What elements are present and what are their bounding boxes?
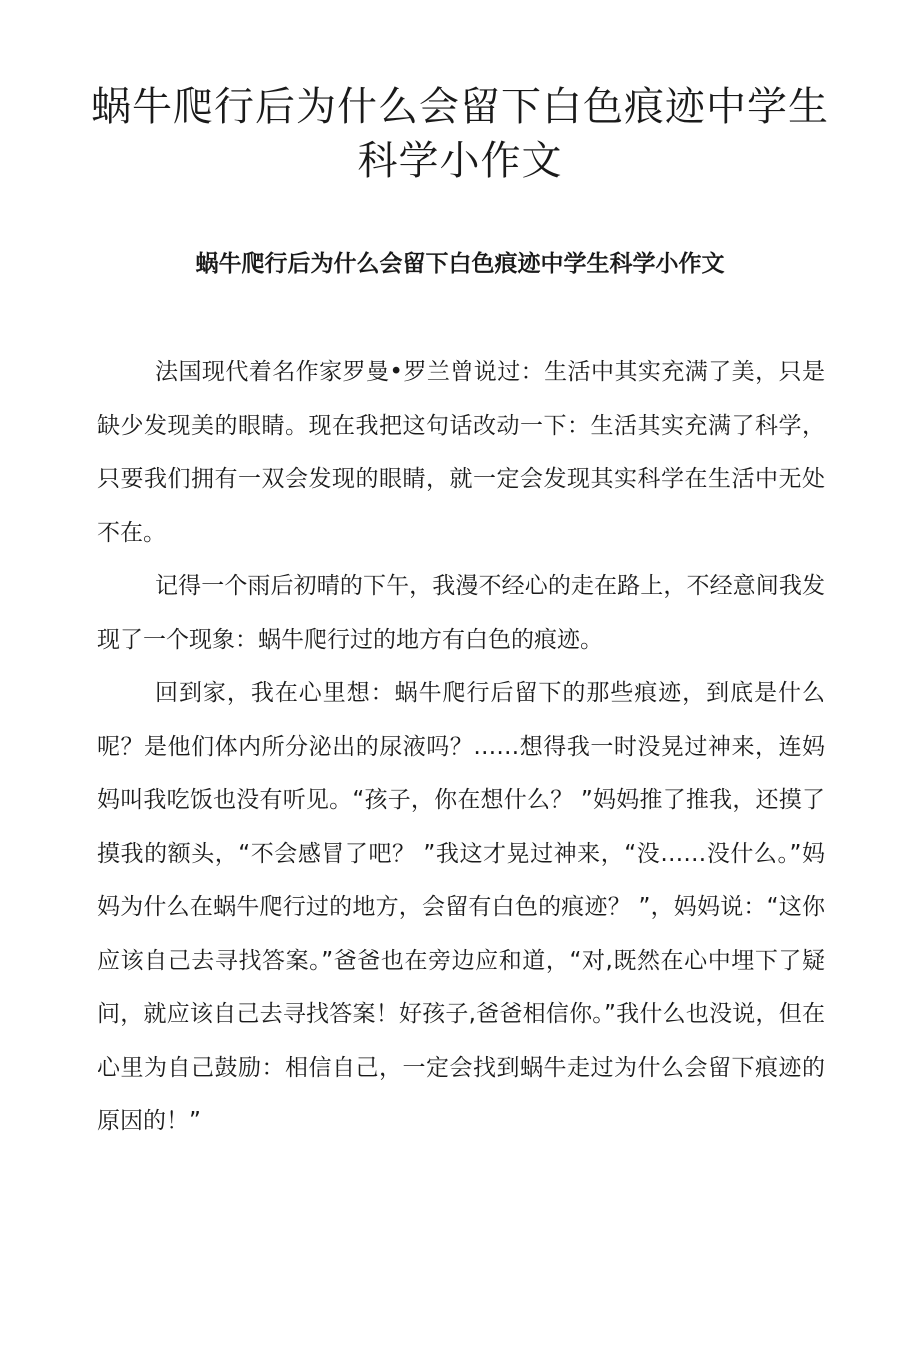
paragraph: 回到家，我在心里想：蜗牛爬行后留下的那些痕迹，到底是什么呢？是他们体内所分泌出的尿液吗？……想得我一时没晃过神来，连妈妈叫我吃饭也没有听见。“孩子，你在想什么？ ”妈妈推了推我，还摸了摸我的额头，“不会感冒了吧？ ”我这才晃过神来，“没……没什么。”妈妈为什么在蜗牛爬行过的地方，会留有白色的痕迹？ ”，妈妈说：“这你应该自己去寻找答案。”爸爸也在旁边应和道，“对,既然在心中埋下了疑问，就应该自己去寻找答案！好孩子,爸爸相信你。”我什么也没说，但在心里为自己鼓励：相信自己，一定会找到蜗牛走过为什么会留下痕迹的原因的！” <box>97 680 825 1134</box>
document-subtitle: 蜗牛爬行后为什么会留下白色痕迹中学生科学小作文 <box>195 251 725 277</box>
paragraph: 记得一个雨后初晴的下午，我漫不经心的走在路上，不经意间我发现了一个现象：蜗牛爬行过的地方有白色的痕迹。 <box>97 573 825 653</box>
document-body <box>97 346 825 1149</box>
paragraph: 法国现代着名作家罗曼•罗兰曾说过：生活中其实充满了美，只是缺少发现美的眼睛。现在我把这句话改动一下：生活其实充满了科学，只要我们拥有一双会发现的眼睛，就一定会发现其实科学在生活中无处不在。 <box>97 359 825 546</box>
document-title: 蜗牛爬行后为什么会留下白色痕迹中学生科学小作文 <box>91 84 829 184</box>
